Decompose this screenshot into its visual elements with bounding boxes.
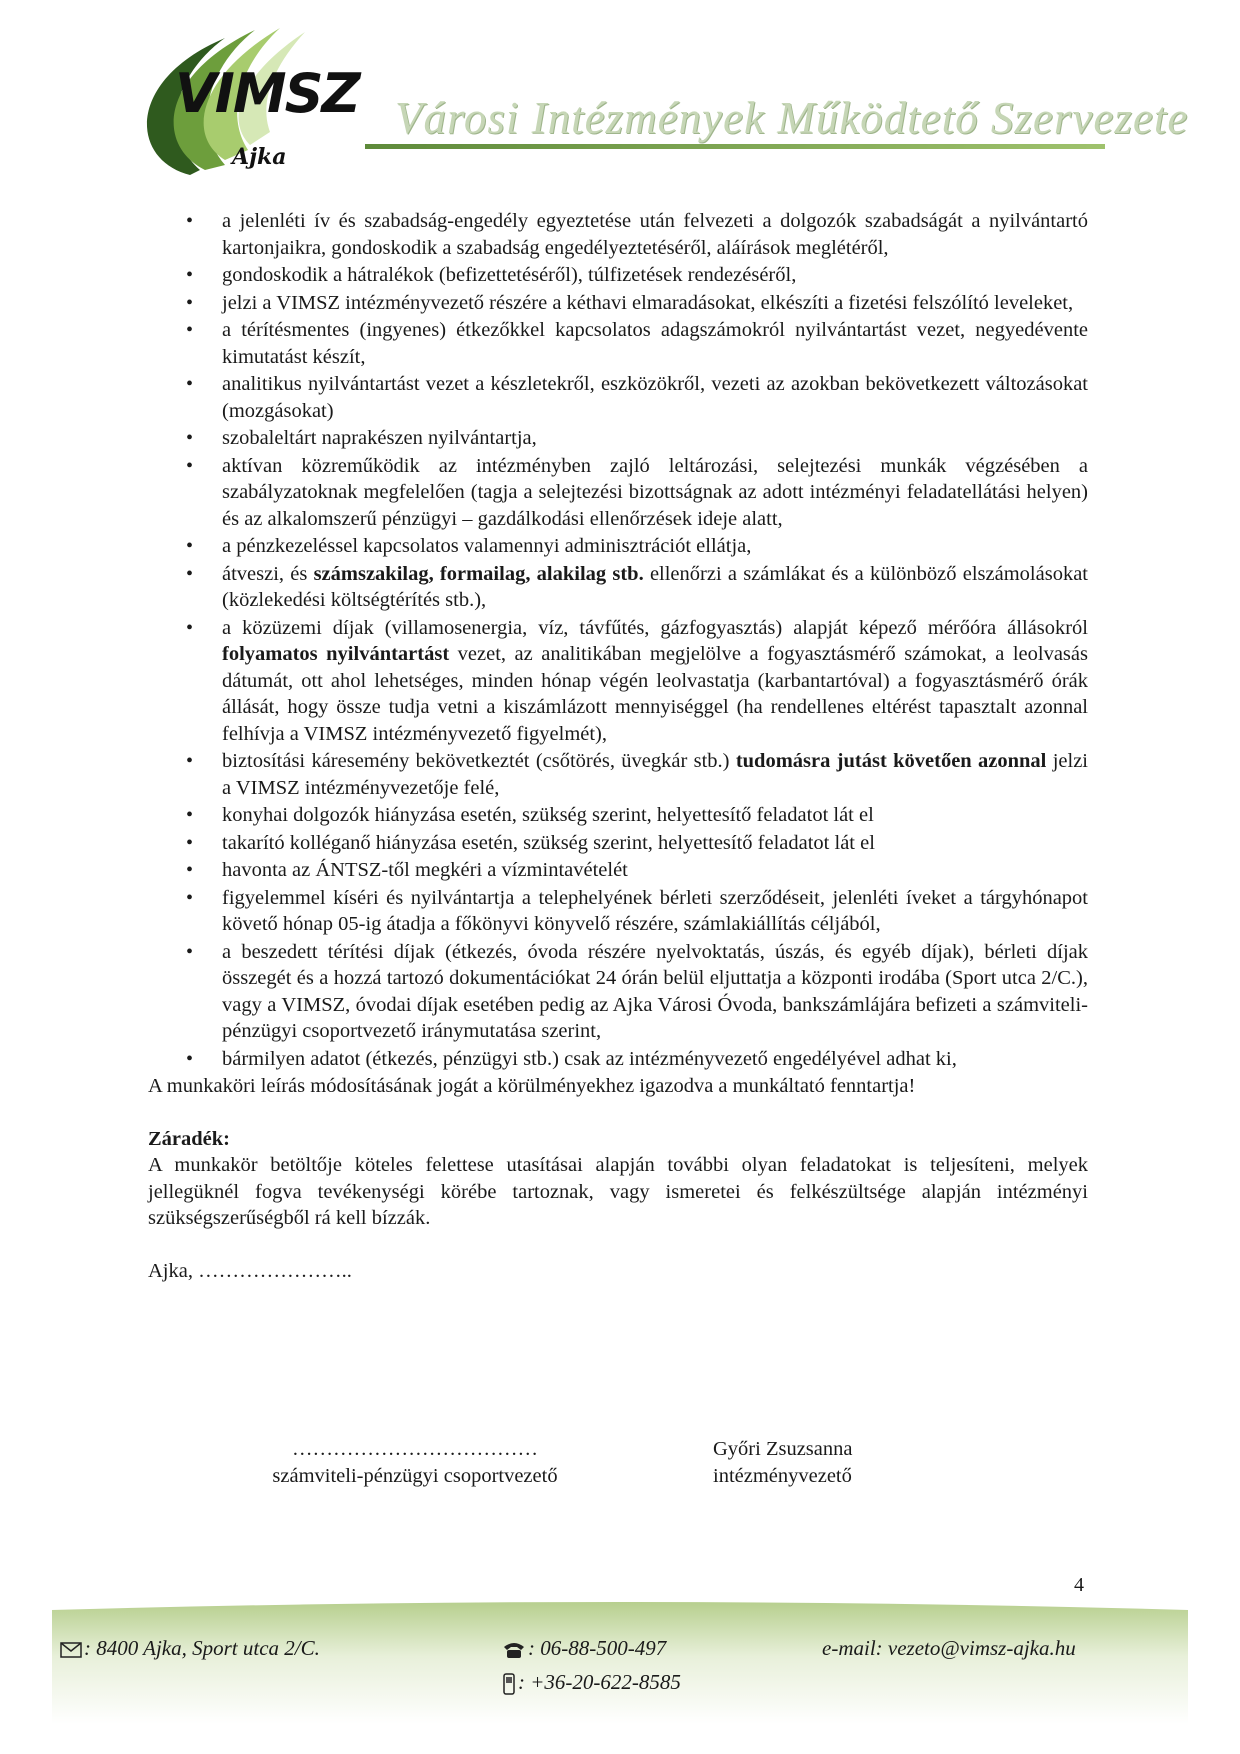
duty-text: ellenőrzi a számlákat és a különböző elszámolásokat (közlekedési költségtérítés stb.),: [222, 562, 1088, 611]
duty-text: jelzi a VIMSZ intézményvezető részére a kéthavi elmaradásokat, elkészíti a fizetési felszólító leveleket,: [222, 291, 1074, 314]
duty-text: átveszi, és: [222, 562, 314, 585]
duty-text: havonta az ÁNTSZ-től megkéri a vízmintavételét: [222, 859, 628, 881]
duty-text: aktívan közreműködik az intézményben zajló leltározási, selejtezési munkák végzésében a szabályzatoknak megfelelően (tagja a selejtezési bizottságnak az adott intézményi feladatellátási helyen) és az alkalomszerű pénzügyi – gazdálkodási ellenőrzések ideje alatt,: [222, 454, 1088, 530]
duty-item: [148, 290, 1088, 317]
duty-item: [148, 533, 1088, 560]
mobile-phone-icon: [502, 1673, 516, 1695]
footer-email: e-mail: vezeto@vimsz-ajka.hu: [822, 1636, 1076, 1660]
duty-text: biztosítási káresemény bekövetkeztét (csőtörés, üvegkár stb.): [222, 750, 736, 772]
duty-text: konyhai dolgozók hiányzása esetén, szükség szerint, helyettesítő feladatot lát el: [222, 804, 874, 826]
logo-wordmark: VIMSZ: [175, 62, 359, 125]
footer-phone-text: : 06-88-500-497: [528, 1636, 667, 1660]
duty-text: a közüzemi díjak (villamosenergia, víz, távfűtés, gázfogyasztás) alapját képező mérőóra állásokról: [222, 616, 1088, 639]
telephone-icon: [502, 1641, 526, 1659]
duty-item: [148, 425, 1088, 452]
duty-item: [148, 1046, 1088, 1073]
duty-text: jelzi a VIMSZ intézményvezetője felé,: [222, 750, 1088, 799]
duty-text: analitikus nyilvántartást vezet a készletekről, eszközökről, vezeti az azokban bekövetkezett változásokat (mozgásokat): [222, 373, 1088, 422]
signature-right-title: intézményvezető: [713, 1464, 852, 1487]
footer-mobile: [502, 1670, 681, 1695]
signature-right-name: Győri Zsuzsanna: [713, 1438, 853, 1460]
duty-emphasis: folyamatos nyilvántartást: [222, 643, 450, 665]
signature-line: ………………………………: [292, 1438, 538, 1460]
duty-item: [148, 939, 1088, 1045]
clause-text: A munkakör betöltője köteles felettese utasításai alapján további olyan feladatokat is teljesíteni, melyek jellegüknél fogva tevékenységi körébe tartoznak, vagy ismeretei és felkészültsége alapján intézményi szükségszerűségből rá kell bízzák.: [148, 1154, 1088, 1229]
footer-mobile-text: : +36-20-622-8585: [518, 1670, 681, 1694]
clause-title: Záradék:: [148, 1127, 230, 1150]
footer-band-graphic: [52, 1600, 1188, 1724]
duty-item: [148, 208, 1088, 261]
envelope-icon: [60, 1642, 82, 1658]
duty-text: a jelenléti ív és szabadság-engedély egyeztetése után felvezeti a dolgozók szabadságát a nyilvántartó kartonjaikra, gondoskodik a szabadság engedélyeztetéséről, aláírások meglétéről,: [222, 210, 1088, 259]
duty-item: [148, 615, 1088, 748]
duty-text: figyelemmel kíséri és nyilvántartja a telephelyének bérleti szerződéseit, jelenléti íveket a tárgyhónapot követő hónap 05-ig átadja a főkönyvi könyvelő részére, számlakiállítás céljából,: [222, 886, 1088, 935]
logo-city: Ajka: [232, 144, 287, 170]
duty-text: takarító kolléganő hiányzása esetén, szükség szerint, helyettesítő feladatot lát el: [222, 831, 875, 854]
header-divider: [365, 144, 1105, 149]
duty-emphasis: számszakilag, formailag, alakilag stb.: [313, 562, 644, 585]
duty-item: [148, 802, 1088, 829]
duty-text: a térítésmentes (ingyenes) étkezőkkel kapcsolatos adagszámokról nyilvántartást vezet, negyedévente kimutatást készít,: [222, 319, 1088, 368]
place-date-line: Ajka, …………………..: [148, 1259, 352, 1282]
duty-item: [148, 317, 1088, 370]
duty-item: [148, 371, 1088, 424]
duty-text: gondoskodik a hátralékok (befizettetéséről), túlfizetések rendezéséről,: [222, 264, 797, 286]
duty-item: [148, 262, 1088, 289]
duty-item: [148, 561, 1088, 614]
document-body: [148, 208, 1088, 1284]
duty-item: [148, 885, 1088, 938]
duty-item: [148, 453, 1088, 533]
duty-item: [148, 830, 1088, 857]
duties-list: [148, 208, 1088, 1072]
duty-text: szobaleltárt naprakészen nyilvántartja,: [222, 427, 537, 449]
footer-address-text: : 8400 Ajka, Sport utca 2/C.: [84, 1636, 320, 1660]
duty-item: [148, 748, 1088, 801]
signature-left: [230, 1436, 600, 1489]
footer-address: [60, 1636, 320, 1661]
signature-left-title: számviteli-pénzügyi csoportvezető: [272, 1464, 558, 1487]
organization-title: Városi Intézmények Működtető Szervezete: [395, 93, 1189, 143]
page-header: [0, 0, 1240, 200]
vimsz-logo: [130, 20, 370, 190]
page-footer: [52, 1600, 1188, 1724]
duty-text: bármilyen adatot (étkezés, pénzügyi stb.) csak az intézményvezető engedélyével adhat ki,: [222, 1047, 957, 1070]
duty-item: [148, 857, 1088, 884]
duty-text: a beszedett térítési díjak (étkezés, óvoda részére nyelvoktatás, úszás, és egyéb díjak), bérleti díjak összegét és a hozzá tartozó dokumentációkat 24 órán belül eljuttatja a központi irodába (Sport utca 2/C.), vagy a VIMSZ, óvodai díjak esetében pedig az Ajka Városi Óvoda, bankszámlájára befizeti a számviteli-pénzügyi csoportvezető iránymutatása szerint,: [222, 940, 1088, 1042]
signature-right: [713, 1436, 973, 1489]
footer-phone: [502, 1636, 666, 1661]
closing-statement: A munkaköri leírás módosításának jogát a körülményekhez igazodva a munkáltató fenntartja!: [148, 1075, 916, 1097]
duty-text: a pénzkezeléssel kapcsolatos valamennyi adminisztrációt ellátja,: [222, 535, 752, 557]
page-number: 4: [1074, 1574, 1084, 1596]
duty-text: vezet, az analitikában megjelölve a fogyasztásmérő számokat, a leolvasás dátumát, ott ahol lehetséges, minden hónap végén leolvastatja (karbantartóval) a fogyasztásmérő órák állását, hogy össze tudja vetni a kiszámlázott mennyiséggel (ha rendellenes eltérést tapasztalt azonnal felhívja a VIMSZ intézményvezető figyelmét),: [222, 643, 1088, 745]
duty-emphasis: tudomásra jutást követően azonnal: [735, 750, 1047, 772]
